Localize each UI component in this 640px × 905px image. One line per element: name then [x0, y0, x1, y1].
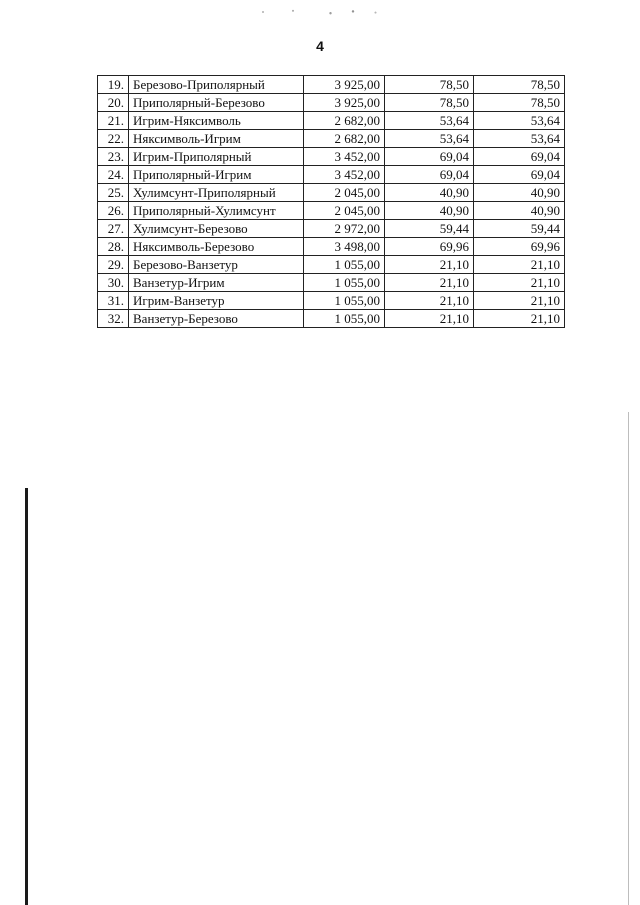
distance-value: 2 972,00: [304, 220, 385, 238]
scan-edge-line-right: [628, 412, 629, 905]
fare-value-a: 78,50: [385, 76, 474, 94]
distance-value: 3 452,00: [304, 148, 385, 166]
fare-value-b: 69,04: [474, 148, 565, 166]
table-row: [98, 166, 565, 184]
fare-value-b: 69,04: [474, 166, 565, 184]
table-row: [98, 292, 565, 310]
fare-value-a: 59,44: [385, 220, 474, 238]
distance-value: 3 498,00: [304, 238, 385, 256]
distance-value: 2 045,00: [304, 202, 385, 220]
fare-value-b: 21,10: [474, 256, 565, 274]
row-number: 21.: [98, 112, 129, 130]
route-name: Березово-Приполярный: [129, 76, 304, 94]
page-number: 4: [316, 38, 324, 54]
route-name: Игрим-Няксимволь: [129, 112, 304, 130]
fare-value-a: 40,90: [385, 184, 474, 202]
fare-value-b: 21,10: [474, 292, 565, 310]
fare-value-a: 53,64: [385, 112, 474, 130]
fare-value-b: 53,64: [474, 112, 565, 130]
fare-value-b: 21,10: [474, 310, 565, 328]
route-name: Хулимсунт-Приполярный: [129, 184, 304, 202]
distance-value: 3 925,00: [304, 76, 385, 94]
table-row: [98, 274, 565, 292]
table-row: [98, 310, 565, 328]
distance-value: 3 925,00: [304, 94, 385, 112]
distance-value: 1 055,00: [304, 310, 385, 328]
table-row: [98, 184, 565, 202]
fare-value-b: 69,96: [474, 238, 565, 256]
route-name: Няксимволь-Игрим: [129, 130, 304, 148]
fare-value-a: 21,10: [385, 292, 474, 310]
fare-value-b: 40,90: [474, 184, 565, 202]
route-name: Игрим-Приполярный: [129, 148, 304, 166]
row-number: 29.: [98, 256, 129, 274]
route-name: Ванзетур-Березово: [129, 310, 304, 328]
fare-value-a: 53,64: [385, 130, 474, 148]
table-row: [98, 256, 565, 274]
table-row: [98, 112, 565, 130]
fare-value-a: 21,10: [385, 310, 474, 328]
row-number: 28.: [98, 238, 129, 256]
fare-value-b: 53,64: [474, 130, 565, 148]
distance-value: 2 682,00: [304, 112, 385, 130]
route-name: Няксимволь-Березово: [129, 238, 304, 256]
distance-value: 3 452,00: [304, 166, 385, 184]
table-row: [98, 238, 565, 256]
table-row: [98, 76, 565, 94]
fare-value-a: 69,04: [385, 166, 474, 184]
fare-value-b: 40,90: [474, 202, 565, 220]
table-row: [98, 94, 565, 112]
route-name: Приполярный-Хулимсунт: [129, 202, 304, 220]
table-row: [98, 220, 565, 238]
scan-noise: [248, 6, 398, 18]
table-row: [98, 130, 565, 148]
row-number: 23.: [98, 148, 129, 166]
route-name: Приполярный-Игрим: [129, 166, 304, 184]
route-name: Березово-Ванзетур: [129, 256, 304, 274]
row-number: 24.: [98, 166, 129, 184]
row-number: 26.: [98, 202, 129, 220]
row-number: 30.: [98, 274, 129, 292]
table-row: [98, 148, 565, 166]
distance-value: 2 045,00: [304, 184, 385, 202]
fare-value-b: 78,50: [474, 94, 565, 112]
fare-value-a: 69,04: [385, 148, 474, 166]
row-number: 27.: [98, 220, 129, 238]
distance-value: 2 682,00: [304, 130, 385, 148]
fare-value-b: 59,44: [474, 220, 565, 238]
route-name: Ванзетур-Игрим: [129, 274, 304, 292]
table-row: [98, 202, 565, 220]
fare-value-a: 78,50: [385, 94, 474, 112]
route-name: Приполярный-Березово: [129, 94, 304, 112]
row-number: 32.: [98, 310, 129, 328]
row-number: 25.: [98, 184, 129, 202]
fare-value-a: 21,10: [385, 274, 474, 292]
fare-value-b: 78,50: [474, 76, 565, 94]
route-name: Хулимсунт-Березово: [129, 220, 304, 238]
row-number: 22.: [98, 130, 129, 148]
scan-edge-line-left: [25, 488, 28, 905]
fare-value-a: 69,96: [385, 238, 474, 256]
row-number: 31.: [98, 292, 129, 310]
route-name: Игрим-Ванзетур: [129, 292, 304, 310]
distance-value: 1 055,00: [304, 292, 385, 310]
row-number: 19.: [98, 76, 129, 94]
fare-value-a: 40,90: [385, 202, 474, 220]
row-number: 20.: [98, 94, 129, 112]
fare-value-a: 21,10: [385, 256, 474, 274]
fares-table: [97, 75, 565, 328]
fare-value-b: 21,10: [474, 274, 565, 292]
distance-value: 1 055,00: [304, 274, 385, 292]
fares-table-body: [98, 76, 565, 328]
distance-value: 1 055,00: [304, 256, 385, 274]
